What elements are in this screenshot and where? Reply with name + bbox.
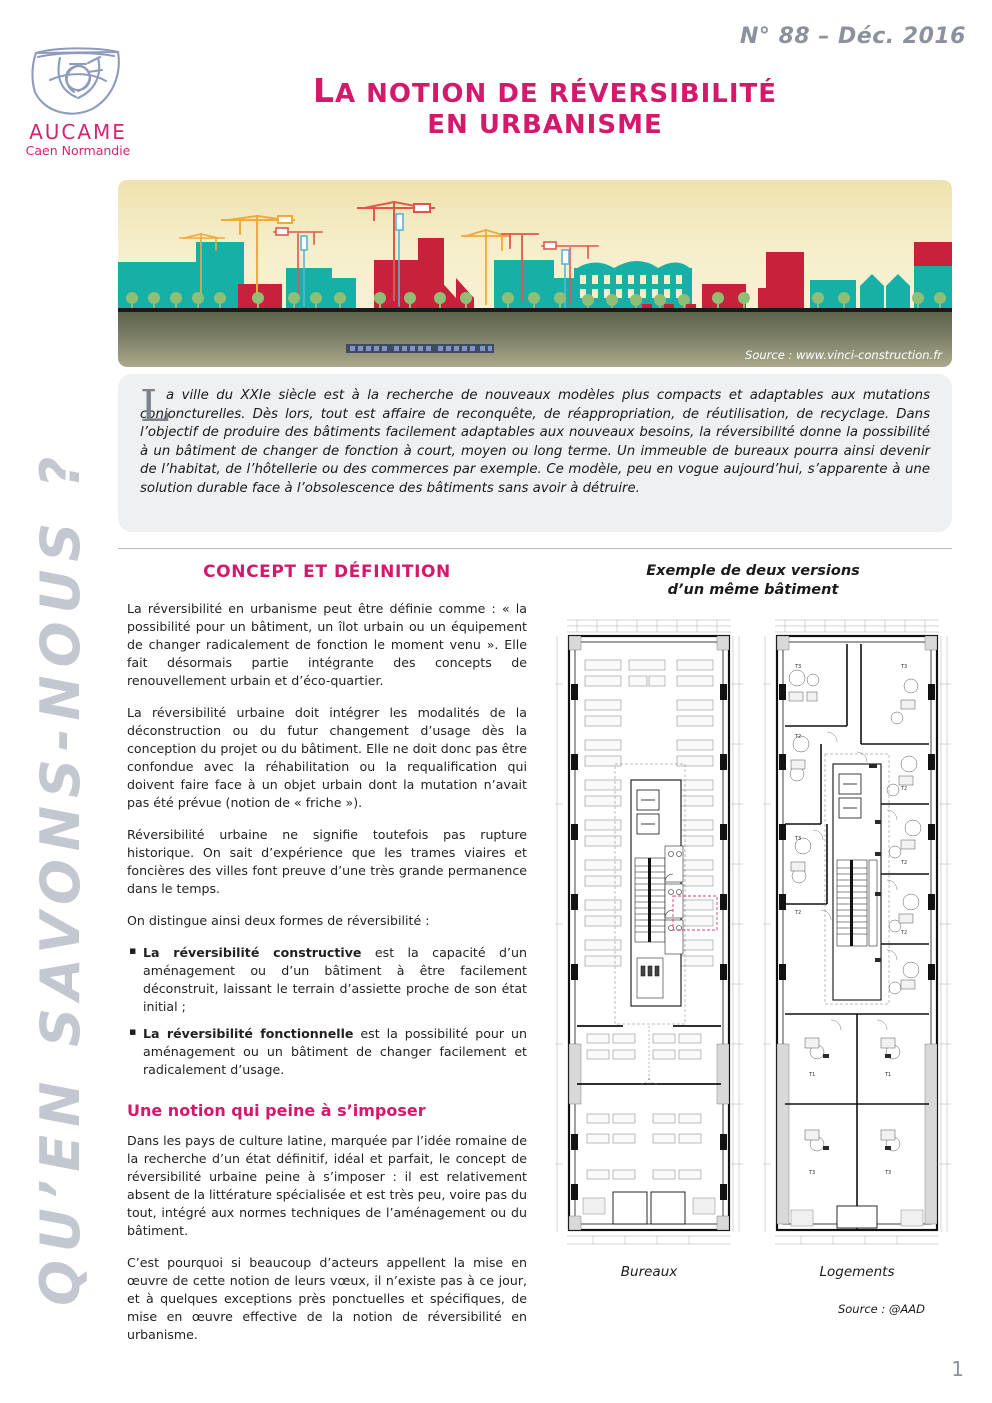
paragraph-mise-en-oeuvre: C’est pourquoi si beaucoup d’acteurs appellent la mise en œuvre de cette notion de leurs vœux, il n’existe pas à ce jour, et à quelques exceptions près ponctuelles et spécifiques, de mise en œuvre effective de la notion de réversibilité en urbanisme. bbox=[127, 1255, 527, 1342]
floorplan-logements-svg bbox=[761, 614, 953, 1254]
bullet-text-fonctionnelle: est la possibilité pour un aménagement ou un bâtiment de changer facilement et radicalement d’usage. bbox=[143, 1026, 527, 1077]
bullet-term-constructive: La réversibilité constructive bbox=[143, 945, 362, 960]
page-number: 1 bbox=[951, 1357, 964, 1381]
floorplan-bureaux-svg bbox=[553, 614, 745, 1254]
bullet-text-constructive: est la capacité d’un aménagement ou d’un bâtiment à être facilement déconstruit, laissant le terrain d’assiette proche de son état initial ; bbox=[143, 945, 527, 1014]
svg-text:T3: T3 bbox=[901, 663, 908, 670]
floorplan-caption-logements: Logements bbox=[819, 1263, 895, 1280]
list-item bbox=[127, 944, 527, 1016]
figure-title-line2: d’un même bâtiment bbox=[667, 581, 839, 598]
svg-text:T3: T3 bbox=[885, 1169, 892, 1176]
svg-text:T1: T1 bbox=[809, 1071, 816, 1078]
vertical-title-band bbox=[0, 0, 112, 1403]
list-item bbox=[127, 1025, 527, 1079]
figure-title bbox=[553, 562, 953, 600]
svg-text:T2: T2 bbox=[901, 785, 908, 792]
logo-name-text: AUCAME bbox=[29, 120, 127, 144]
figure-source-credit: Source : @AAD bbox=[837, 1301, 925, 1316]
svg-text:T3: T3 bbox=[809, 1169, 816, 1176]
svg-text:T1: T1 bbox=[885, 1071, 892, 1078]
aucame-logo-mark bbox=[26, 44, 130, 118]
intro-paragraph: a ville du XXIe siècle est à la recherche de nouveaux modèles plus compacts et adaptables aux mutations conjoncturelles. Dès lors, tout est affaire de reconquête, de réappropriation, de réutilisation, de recyclage. Dans l’objectif de produire des bâtiments facilement adaptables aux nouveaux besoins, la réversibilité donne la possibilité à un bâtiment de changer de fonction à court, moyen ou long terme. Un immeuble de bureaux pourra ainsi devenir de l’habitat, de l’hôtellerie ou des commerces par exemple. Ce modèle, peu en vogue aujourd’hui, s’apparente à une solution durable face à l’obsolescence des bâtiments sans avoir à détruire. bbox=[140, 388, 930, 497]
svg-text:T2: T2 bbox=[795, 909, 802, 916]
floorplan-bureaux bbox=[553, 614, 745, 1280]
svg-text:T3: T3 bbox=[795, 663, 802, 670]
bullet-term-fonctionnelle: La réversibilité fonctionnelle bbox=[143, 1026, 354, 1041]
svg-text:T3: T3 bbox=[795, 835, 802, 842]
left-text-column bbox=[127, 562, 527, 1358]
page-title-line1-rest: A NOTION DE RÉVERSIBILITÉ bbox=[334, 79, 778, 109]
reversibility-forms-list bbox=[127, 944, 527, 1079]
intro-dropcap: L bbox=[140, 381, 170, 432]
underground-metro bbox=[346, 344, 494, 353]
cityscape-svg bbox=[118, 180, 952, 367]
svg-text:T2: T2 bbox=[795, 733, 802, 740]
intro-abstract-box bbox=[118, 374, 952, 532]
page-title-line1 bbox=[150, 72, 940, 110]
right-figure-column bbox=[553, 562, 953, 1316]
paragraph-modalites: La réversibilité urbaine doit intégrer les modalités de la déconstruction ou du futur changement d’usage dès la conception du projet ou du bâtiment. Elle ne doit donc pas être confondue avec la réhabilitation ou la requalification qui doivent faire face à un objet urbain dont la mutation n’avait pas été prévue (notion de « friche »). bbox=[127, 705, 527, 810]
paragraph-permanence: Réversibilité urbaine ne signifie toutefois pas rupture historique. On sait d’expérience que les trames viaires et foncières des villes font preuve d’une très grande permanence dans le temps. bbox=[127, 827, 527, 896]
page-title-dropcap: L bbox=[312, 71, 335, 110]
hero-banner-illustration bbox=[118, 180, 952, 367]
section-heading-concept: CONCEPT ET DÉFINITION bbox=[203, 562, 451, 582]
logo-subtitle-text: Caen Normandie bbox=[25, 143, 131, 158]
subsection-heading-notion: Une notion qui peine à s’imposer bbox=[127, 1101, 426, 1120]
floorplans-container bbox=[553, 614, 953, 1280]
vertical-collection-title: QU’EN SAVONS-NOUS ? bbox=[28, 448, 92, 1306]
svg-text:T2: T2 bbox=[901, 859, 908, 866]
header-separator-rule bbox=[118, 548, 952, 549]
figure-title-line1: Exemple de deux versions bbox=[646, 563, 860, 579]
floorplan-caption-bureaux: Bureaux bbox=[620, 1263, 678, 1280]
banner-source-credit: Source : www.vinci-construction.fr bbox=[745, 348, 942, 362]
issue-number: N° 88 – Déc. 2016 bbox=[740, 24, 966, 49]
paragraph-culture-latine: Dans les pays de culture latine, marquée par l’idée romaine de la recherche d’un état définitif, idéal et parfait, le concept de réversibilité urbaine peine à s’imposer : il est relativement absent de la littérature spécialisée et est très peu, voire pas du tout, intégré aux normes techniques de l’aménagement ou du bâtiment. bbox=[127, 1133, 527, 1238]
paragraph-deux-formes: On distingue ainsi deux formes de réversibilité : bbox=[127, 913, 430, 928]
paragraph-definition: La réversibilité en urbanisme peut être définie comme : « la possibilité pour un bâtiment, un îlot urbain ou un équipement de changer radicalement de fonction le moment venu ». Elle fait désormais partie intégrante des concepts de renouvellement urbain et d’éco-quartier. bbox=[127, 601, 527, 688]
page-title-line2: EN URBANISME bbox=[427, 110, 663, 141]
floorplan-logements bbox=[761, 614, 953, 1280]
svg-text:T2: T2 bbox=[901, 929, 908, 936]
page-title bbox=[150, 72, 940, 140]
aucame-logo bbox=[14, 44, 142, 158]
